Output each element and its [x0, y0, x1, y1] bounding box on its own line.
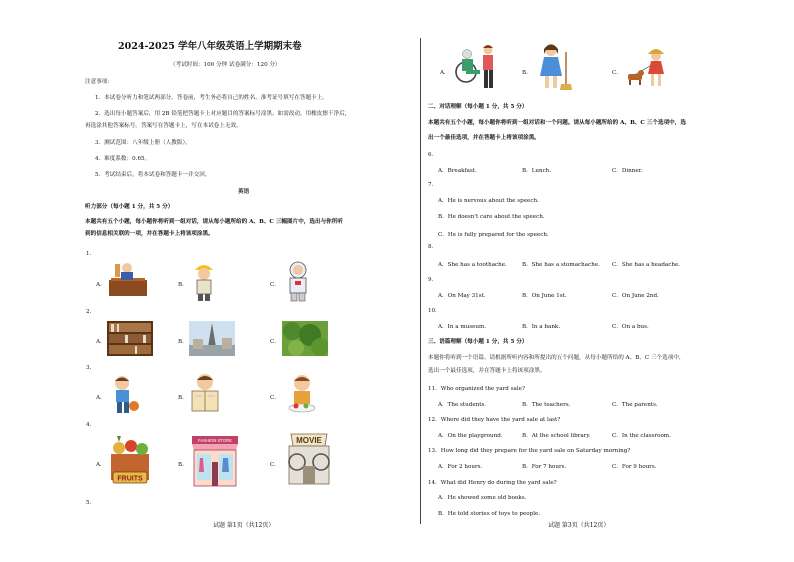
column-divider: [420, 38, 421, 524]
part3-instruction-2: 选出一个最佳选项，并在答题卡上将该项涂黑。: [428, 368, 546, 374]
q13-option-b: B．For 7 hours.: [522, 464, 567, 470]
q4-option-a: A．: [96, 462, 106, 468]
left-page-footer: 试题 第1页（共12页）: [213, 522, 275, 529]
right-page-footer: 试题 第3页（共12页）: [548, 522, 610, 529]
fruit-stand-picture: [107, 432, 153, 488]
fashion-store-picture: [190, 436, 240, 488]
part3-heading: 三、语篇理解（每小题 1 分，共 5 分）: [428, 339, 528, 345]
right-page: [424, 0, 794, 562]
q3-option-b: B．: [178, 395, 188, 401]
q4-option-c: C．: [270, 462, 280, 468]
question-4-number: 4．: [86, 422, 96, 428]
sweeping-girl-picture: [536, 42, 574, 92]
q6-option-c: C．Dinner.: [612, 168, 643, 174]
question-9-number: 9．: [428, 277, 438, 283]
q12-option-c: C．In the classroom.: [612, 433, 671, 439]
question-10-number: 10．: [428, 308, 441, 314]
q11-option-a: A．The students.: [438, 402, 487, 408]
part1-instruction-2: 到的信息相关联的一项，并在答题卡上将该项涂黑。: [85, 231, 214, 237]
question-13: 13．How long did they prepare for the yard sale on Saturday morning?: [428, 448, 631, 454]
part2-instruction-2: 出一个最佳选项，并在答题卡上将该项涂黑。: [428, 135, 540, 141]
question-12: 12．Where did they have the yard sale at last?: [428, 417, 561, 423]
q2-option-b: B．: [178, 339, 188, 345]
q8-option-c: C．She has a headache.: [612, 262, 681, 268]
question-14: 14．What did Henry do during the yard sale?: [428, 480, 557, 486]
forest-picture: [282, 321, 328, 356]
q10-option-b: B．In a bank.: [522, 324, 561, 330]
notice-4: 4．难度系数：0.65。: [95, 156, 151, 162]
q9-option-c: C．On June 2nd.: [612, 293, 659, 299]
teacher-desk-picture: [107, 260, 149, 300]
part2-heading: 二、对话理解（每小题 1 分，共 5 分）: [428, 104, 528, 110]
q2-option-c: C．: [270, 339, 280, 345]
movie-sign-text: MOVIE: [296, 436, 322, 445]
basketball-boy-picture: [106, 374, 140, 416]
bookshelf-picture: [107, 321, 153, 356]
q1-option-c: C．: [270, 282, 280, 288]
q5-option-b: B．: [522, 70, 532, 76]
paris-picture: [189, 321, 235, 356]
movie-theater-picture: [283, 432, 335, 488]
q4-option-b: B．: [178, 462, 188, 468]
q3-option-c: C．: [270, 395, 280, 401]
q8-option-a: A．She has a toothache.: [438, 262, 507, 268]
part1-instruction-1: 本题共有五个小题，每小题你将听到一组对话，请从每小题所给的 A、B、C 三幅图片中，选出与你所听: [85, 219, 343, 225]
eating-boy-picture: [286, 372, 320, 416]
exam-subtitle: （考试时间：100 分钟 试卷满分：120 分）: [170, 62, 281, 68]
q9-option-a: A．On May 31st.: [438, 293, 486, 299]
notice-3: 3．测试范围：八年级上册（人教版）。: [95, 140, 191, 146]
q1-option-a: A．: [96, 282, 106, 288]
q1-option-b: B．: [178, 282, 188, 288]
section-title: 英语: [238, 189, 250, 195]
worker-picture: [188, 260, 220, 302]
part3-instruction-1: 本题你将听到一个语篇。请根据所听内容和所提出的五个问题，从每小题所给的 A、B、C 三个选项中，: [428, 355, 685, 361]
question-6-number: 6．: [428, 152, 438, 158]
q13-option-c: C．For 9 hours.: [612, 464, 657, 470]
q9-option-b: B．On June 1st.: [522, 293, 567, 299]
astronaut-picture: [284, 260, 312, 302]
q2-option-a: A．: [96, 339, 106, 345]
reading-boy-picture: [188, 372, 222, 416]
q3-option-a: A．: [96, 395, 106, 401]
q12-option-a: A．On the playground.: [438, 433, 503, 439]
q10-option-a: A．In a museum.: [438, 324, 487, 330]
q5-option-c: C．: [612, 70, 622, 76]
q14-option-b: B．He told stories of toys to people.: [438, 511, 541, 517]
notice-5: 5．考试结束后，将本试卷和答题卡一并交回。: [95, 172, 211, 178]
dog-walking-picture: [626, 46, 672, 88]
question-3-number: 3．: [86, 365, 96, 371]
notice-2a: 2．选出每小题答案后，用 2B 铅笔把答题卡上对应题目的答案标号涂黑。如需改动，用橡皮擦干净后，: [95, 111, 351, 117]
question-5-number: 5．: [86, 500, 96, 506]
fruits-sign-text: FRUITS: [117, 475, 143, 483]
q8-option-b: B．She has a stomachache.: [522, 262, 600, 268]
part2-instruction-1: 本题共有五个小题，每小题你将听到一组对话和一个问题。请从每小题所给的 A、B、C 三个选项中，选: [428, 120, 686, 126]
question-1-number: 1．: [86, 251, 96, 257]
q7-option-a: A．He is nervous about the speech.: [438, 198, 539, 204]
q6-option-a: A．Breakfast.: [438, 168, 477, 174]
exam-title: 2024-2025 学年八年级英语上学期期末卷: [118, 41, 302, 52]
q14-option-a: A．He showed some old books.: [438, 495, 527, 501]
question-8-number: 8．: [428, 244, 438, 250]
question-2-number: 2．: [86, 309, 96, 315]
q7-option-b: B．He doesn't care about the speech.: [438, 214, 545, 220]
q13-option-a: A．For 2 hours.: [438, 464, 483, 470]
notice-2b: 再选涂其他答案标号。答案写在答题卡上，写在本试卷上无效。: [85, 123, 242, 129]
wheelchair-elderly-picture: [452, 44, 500, 92]
q7-option-c: C．He is fully prepared for the speech.: [438, 232, 549, 238]
fashion-store-sign-text: FASHION STORE: [198, 438, 232, 443]
q5-option-a: A．: [440, 70, 450, 76]
notice-1: 1．本试卷分听力和笔试两部分。答卷前，考生务必将自己的姓名、准考证号填写在答题卡上。: [95, 95, 328, 101]
notice-heading: 注意事项：: [85, 79, 113, 85]
q10-option-c: C．On a bus.: [612, 324, 649, 330]
part1-heading: 听力部分（每小题 1 分，共 5 分）: [85, 204, 174, 210]
q11-option-c: C．The parents.: [612, 402, 658, 408]
question-11: 11．Who organized the yard sale?: [428, 386, 525, 392]
question-7-number: 7．: [428, 182, 438, 188]
q12-option-b: B．At the school library.: [522, 433, 591, 439]
q11-option-b: B．The teachers.: [522, 402, 571, 408]
q6-option-b: B．Lunch.: [522, 168, 552, 174]
